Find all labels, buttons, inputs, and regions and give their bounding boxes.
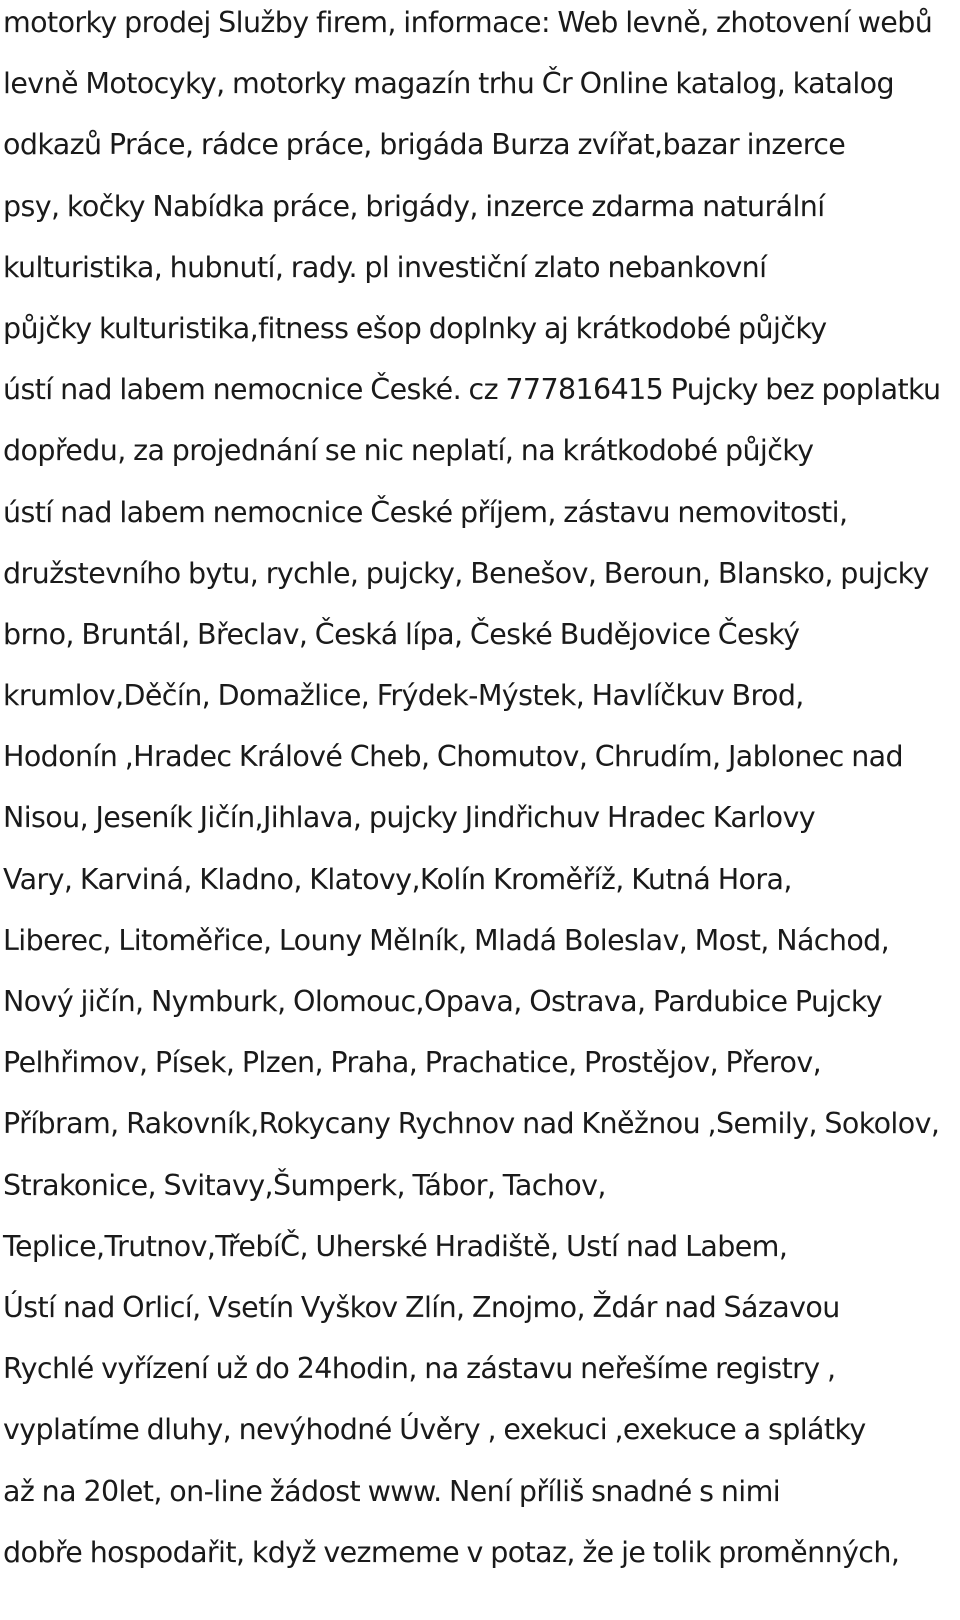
text-line: dopředu, za projednání se nic neplatí, na krátkodobé půjčky [3,434,814,468]
text-line: Vary, Karviná, Kladno, Klatovy,Kolín Kroměříž, Kutná Hora, [3,862,792,896]
text-line: Liberec, Litoměřice, Louny Mělník, Mladá Boleslav, Most, Náchod, [3,923,890,957]
text-line: Pelhřimov, Písek, Plzen, Praha, Prachatice, Prostějov, Přerov, [3,1046,822,1080]
text-line: dobře hospodařit, když vezmeme v potaz, že je tolik proměnných, [3,1535,900,1569]
text-line: Teplice,Trutnov,TřebíČ, Uherské Hradiště, Ustí nad Labem, [3,1229,788,1263]
text-line: levně Motocyky, motorky magazín trhu Čr Online katalog, katalog [3,67,895,101]
text-line: psy, kočky Nabídka práce, brigády, inzerce zdarma naturální [3,189,825,223]
text-line: odkazů Práce, rádce práce, brigáda Burza zvířat,bazar inzerce [3,128,846,162]
text-line: Nový jičín, Nymburk, Olomouc,Opava, Ostrava, Pardubice Pujcky [3,985,883,1018]
text-line: kulturistika, hubnutí, rady. pl investiční zlato nebankovní [3,250,767,284]
text-line: brno, Bruntál, Břeclav, Česká lípa, České Budějovice Český [3,617,800,651]
text-line: Příbram, Rakovník,Rokycany Rychnov nad Kněžnou ,Semily, Sokolov, [3,1107,940,1141]
text-line: půjčky kulturistika,fitness ešop doplnky aj krátkodobé půjčky [3,311,827,345]
text-line: družstevního bytu, rychle, pujcky, Benešov, Beroun, Blansko, pujcky [3,556,929,590]
text-line: Nisou, Jeseník Jičín,Jihlava, pujcky Jindřichuv Hradec Karlovy [3,801,816,835]
text-line: motorky prodej Služby firem, informace: Web levně, zhotovení webů [3,6,933,39]
text-line: Rychlé vyřízení už do 24hodin, na zástavu neřešíme registry , [3,1352,836,1386]
text-line: ústí nad labem nemocnice České. cz 777816415 Pujcky bez poplatku [3,373,941,407]
text-line: vyplatíme dluhy, nevýhodné Úvěry , exekuci ,exekuce a splátky [3,1413,866,1447]
text-line: Hodonín ,Hradec Králové Cheb, Chomutov, Chrudím, Jablonec nad [3,740,904,774]
text-line: ústí nad labem nemocnice České příjem, zástavu nemovitosti, [3,495,848,529]
document-page [3,0,953,1591]
text-line: Strakonice, Svitavy,Šumperk, Tábor, Tachov, [3,1168,606,1202]
text-line: až na 20let, on-line žádost www. Není příliš snadné s nimi [3,1474,781,1508]
text-line: krumlov,Děčín, Domažlice, Frýdek-Mýstek, Havlíčkuv Brod, [3,679,804,713]
text-line: Ústí nad Orlicí, Vsetín Vyškov Zlín, Znojmo, Ždár nad Sázavou [3,1290,840,1324]
